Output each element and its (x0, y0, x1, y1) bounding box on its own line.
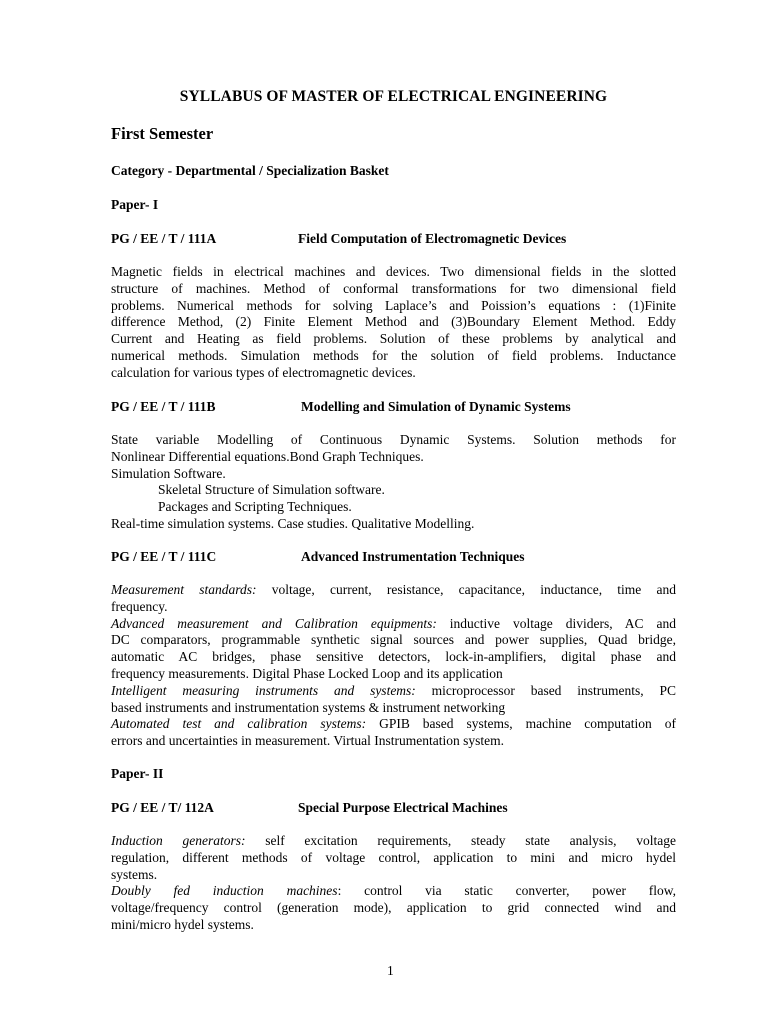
text-line: Skeletal Structure of Simulation software. (158, 482, 385, 498)
text-line (111, 582, 676, 599)
topic-text: voltage, current, resistance, capacitance, inductance, time and (256, 582, 676, 597)
text-line: problems. Numerical methods for solving Laplace’s and Poission’s equations : (1)Finite (111, 297, 676, 313)
topic-text: GPIB based systems, machine computation of (366, 716, 676, 732)
text-line: DC comparators, programmable synthetic signal sources and power supplies, Quad bridge, (111, 632, 676, 648)
text-line (111, 616, 676, 633)
topic-label: Measurement standards: (111, 582, 257, 597)
topic-label: Automated test and calibration systems: (111, 716, 367, 732)
text-line: errors and uncertainties in measurement. Virtual Instrumentation system. (111, 733, 504, 749)
course-code: PG / EE / T / 111A (111, 231, 217, 246)
text-line: Current and Heating as field problems. Solution of these problems by analytical and (111, 331, 676, 347)
topic-text: inductive voltage dividers, AC and (436, 615, 677, 631)
course-heading (111, 549, 525, 565)
course-description (111, 432, 676, 533)
course-title: Special Purpose Electrical Machines (298, 800, 508, 815)
course-description (111, 264, 676, 382)
text-line: difference Method, (2) Finite Element Method and (3)Boundary Element Method. Eddy (111, 314, 676, 330)
course-heading (111, 800, 508, 816)
text-line: based instruments and instrumentation systems & instrument networking (111, 699, 506, 715)
semester-heading: First Semester (111, 124, 214, 143)
course-code: PG / EE / T/ 112A (111, 800, 214, 815)
category-heading: Category - Departmental / Specialization Basket (111, 163, 389, 178)
course-heading (111, 399, 571, 415)
text-line: Simulation Software. (111, 465, 226, 481)
text-line: frequency measurements. Digital Phase Locked Loop and its application (111, 665, 503, 681)
page-number: 1 (387, 963, 394, 978)
text-line: frequency. (111, 598, 168, 614)
course-title: Modelling and Simulation of Dynamic Systems (301, 399, 571, 414)
course-code: PG / EE / T / 111B (111, 399, 216, 414)
text-line: State variable Modelling of Continuous Dynamic Systems. Solution methods for (111, 432, 676, 447)
text-line (111, 883, 676, 900)
topic-text: microprocessor based instruments, PC (415, 682, 676, 698)
text-line (111, 683, 676, 700)
topic-label: Induction generators: (111, 833, 246, 848)
text-line: calculation for various types of electromagnetic devices. (111, 364, 416, 380)
text-line: Packages and Scripting Techniques. (158, 499, 352, 515)
paper-heading: Paper- II (111, 766, 164, 781)
course-title: Field Computation of Electromagnetic Devices (298, 231, 567, 246)
text-line (111, 716, 676, 733)
text-line: Nonlinear Differential equations.Bond Graph Techniques. (111, 448, 424, 464)
text-line: structure of machines. Method of conformal transformations for two dimensional field (111, 280, 676, 296)
topic-label: Doubly fed induction machines (111, 883, 338, 899)
topic-text: self excitation requirements, steady state analysis, voltage (245, 833, 676, 848)
text-line (111, 833, 676, 850)
text-line: automatic AC bridges, phase sensitive detectors, lock-in-amplifiers, digital phase and (111, 649, 676, 665)
text-line: systems. (111, 866, 158, 882)
topic-label: Advanced measurement and Calibration equipments: (111, 615, 437, 631)
text-line: regulation, different methods of voltage control, application to mini and micro hydel (111, 849, 676, 865)
topic-label: Intelligent measuring instruments and systems: (111, 682, 416, 698)
course-heading (111, 231, 567, 247)
text-line: Real-time simulation systems. Case studies. Qualitative Modelling. (111, 515, 475, 531)
text-line: Magnetic fields in electrical machines and devices. Two dimensional fields in the slotted (111, 264, 676, 279)
topic-text: : control via static converter, power flow, (337, 883, 676, 899)
paper-heading: Paper- I (111, 197, 159, 212)
course-description (111, 582, 676, 750)
course-title: Advanced Instrumentation Techniques (301, 549, 525, 564)
document-title: SYLLABUS OF MASTER OF ELECTRICAL ENGINEERING (179, 88, 608, 105)
text-line: voltage/frequency control (generation mode), application to grid connected wind and (111, 900, 676, 916)
course-description (111, 833, 676, 934)
text-line: mini/micro hydel systems. (111, 916, 254, 932)
course-code: PG / EE / T / 111C (111, 549, 217, 564)
text-line: numerical methods. Simulation methods for the solution of field problems. Inductance (111, 347, 676, 363)
